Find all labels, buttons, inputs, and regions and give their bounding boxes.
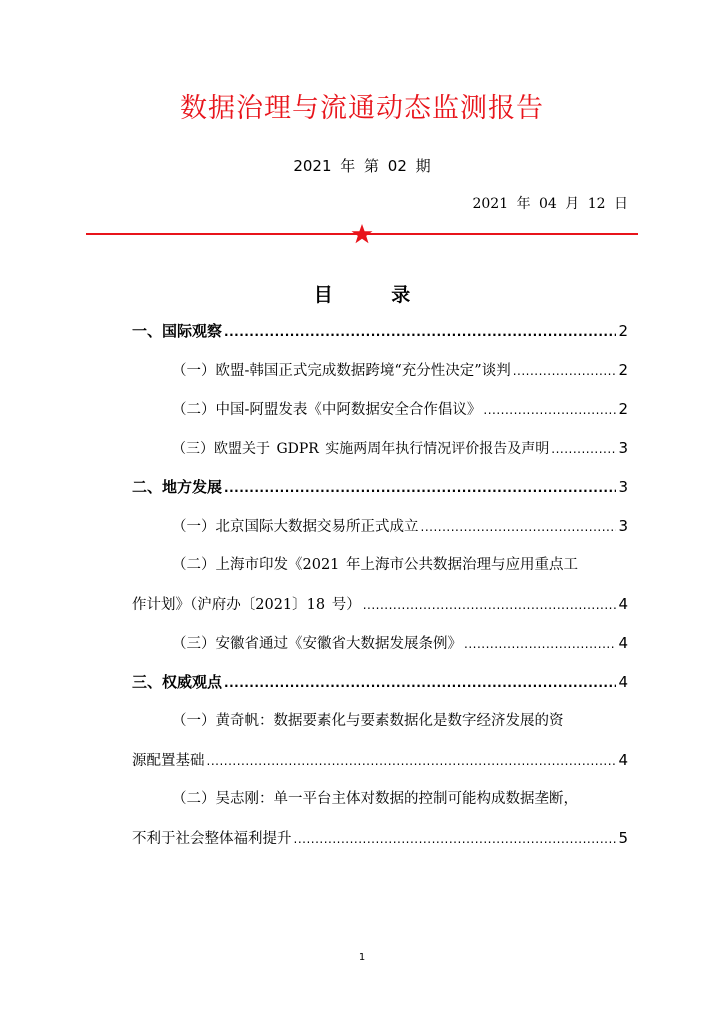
toc-title: 目 录 — [313, 284, 437, 306]
toc-entry[interactable] — [132, 507, 628, 546]
toc-leader — [551, 430, 616, 469]
toc-page-number: 2 — [618, 322, 628, 340]
toc-entry-line1[interactable] — [132, 780, 628, 819]
issue-number: 2021 年 第 02 期 — [293, 157, 431, 175]
toc-entry-label: （二）吴志刚：单一平台主体对数据的控制可能构成数据垄断， — [172, 791, 578, 807]
toc-entry-label: （二）中国-阿盟发表《中阿数据安全合作倡议》 — [172, 402, 482, 418]
toc-entry-label: 不利于社会整体福利提升 — [132, 831, 292, 847]
toc-entry-label: 二、地方发展 — [132, 478, 223, 496]
toc-entry-label: （三）欧盟关于 GDPR 实施两周年执行情况评价报告及声明 — [172, 441, 550, 457]
toc-entry[interactable] — [132, 624, 628, 663]
toc-leader — [224, 664, 616, 703]
toc-leader — [294, 820, 617, 859]
toc-page-number: 3 — [618, 517, 628, 535]
toc-leader — [224, 313, 616, 352]
toc-page-number: 3 — [618, 478, 628, 496]
toc-page-number: 2 — [618, 361, 628, 379]
toc-leader — [464, 625, 616, 664]
toc-page-number: 3 — [618, 439, 628, 457]
toc-page-number: 4 — [618, 595, 628, 613]
toc-page-number: 4 — [618, 634, 628, 652]
toc-entry-label: 一、国际观察 — [132, 322, 223, 340]
toc-entry[interactable] — [132, 663, 628, 702]
toc-leader — [421, 508, 617, 547]
toc-page-number: 2 — [618, 400, 628, 418]
page-number-footer: 1 — [358, 952, 366, 963]
toc-entry-label: （一）欧盟-韩国正式完成数据跨境“充分性决定”谈判 — [172, 363, 511, 379]
toc-entry[interactable] — [132, 468, 628, 507]
toc-entry[interactable] — [132, 312, 628, 351]
red-divider-with-star — [86, 222, 638, 248]
toc-entry-line1[interactable] — [132, 702, 628, 741]
toc-entry-line2[interactable] — [132, 585, 628, 624]
toc-entry-line1[interactable] — [132, 546, 628, 585]
toc-entry-label: 源配置基础 — [132, 753, 205, 769]
toc-entry[interactable] — [132, 429, 628, 468]
toc-leader — [224, 469, 616, 508]
toc-leader — [363, 586, 617, 625]
toc-entry-label: 作计划》（沪府办〔2021〕18 号） — [132, 597, 361, 613]
table-of-contents — [132, 312, 628, 858]
toc-page-number: 4 — [618, 673, 628, 691]
toc-entry-label: （一）北京国际大数据交易所正式成立 — [172, 519, 419, 535]
toc-entry[interactable] — [132, 390, 628, 429]
toc-entry-line2[interactable] — [132, 741, 628, 780]
toc-page-number: 4 — [618, 751, 628, 769]
toc-entry-label: （三）安徽省通过《安徽省大数据发展条例》 — [172, 636, 462, 652]
toc-entry-label: （二）上海市印发《2021 年上海市公共数据治理与应用重点工 — [172, 557, 579, 573]
toc-entry-label: （一）黄奇帆：数据要素化与要素数据化是数字经济发展的资 — [172, 713, 564, 729]
toc-leader — [513, 352, 617, 391]
toc-leader — [207, 742, 617, 781]
toc-page-number: 5 — [618, 829, 628, 847]
toc-entry-label: 三、权威观点 — [132, 673, 223, 691]
toc-entry-line2[interactable] — [132, 819, 628, 858]
toc-leader — [483, 391, 616, 430]
report-title: 数据治理与流通动态监测报告 — [180, 93, 544, 124]
report-date: 2021 年 04 月 12 日 — [472, 196, 628, 212]
toc-entry[interactable] — [132, 351, 628, 390]
